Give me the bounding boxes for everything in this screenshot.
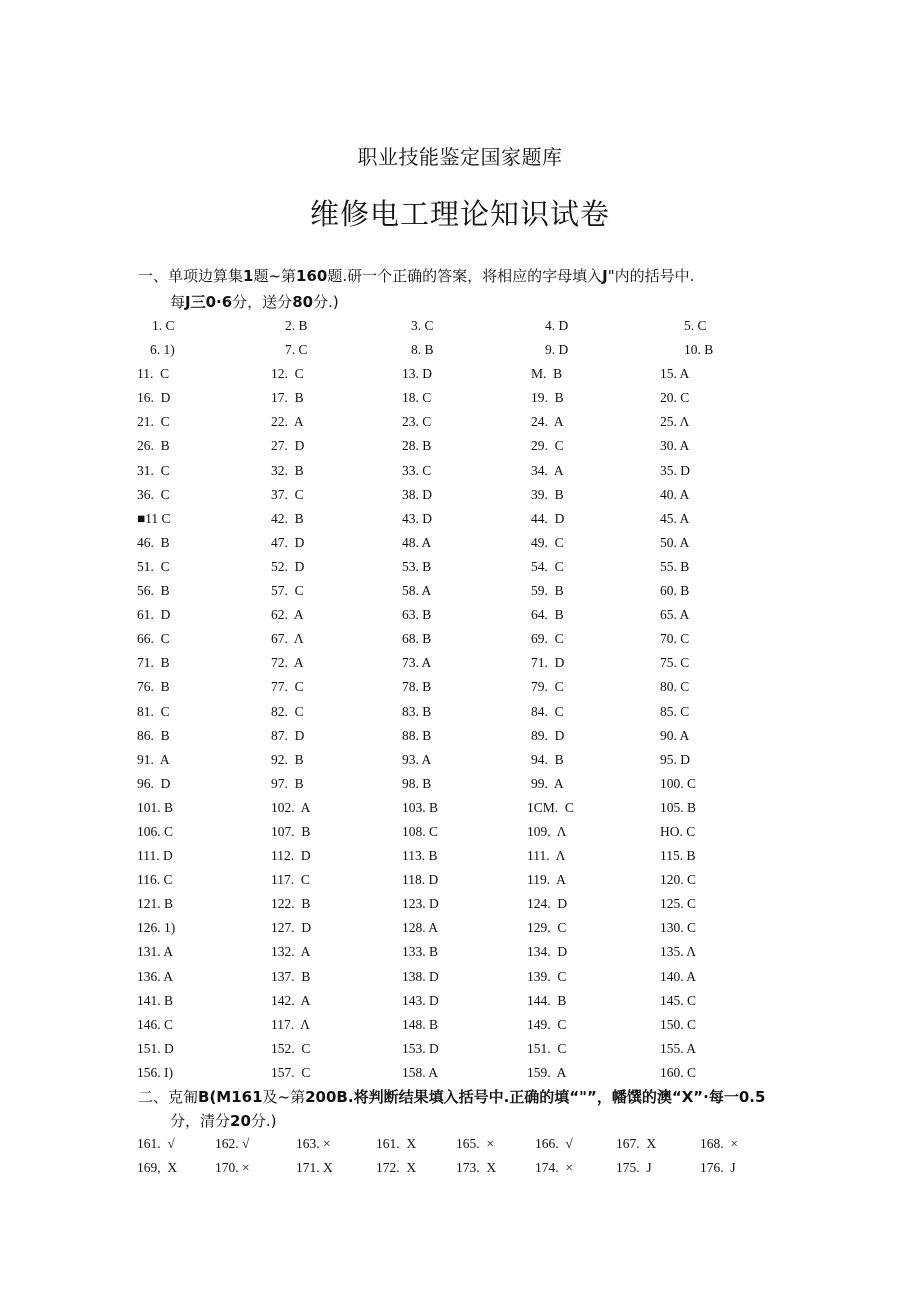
- answer-cell: 54. C: [531, 558, 564, 574]
- answer-cell: 22. A: [271, 414, 304, 430]
- text-seg: 题.研一个正确的答案，将相应的字母填入: [327, 267, 603, 285]
- answer-cell: 30. A: [660, 438, 690, 454]
- answer-cell: 83. B: [402, 703, 432, 719]
- answer-cell: 86. B: [137, 727, 170, 743]
- answer-row: [0, 1039, 920, 1063]
- answer-cell: 27. D: [271, 438, 305, 454]
- answer-row: [0, 991, 920, 1015]
- answer-cell: 134. D: [527, 944, 568, 960]
- answer-cell: 158. A: [402, 1064, 439, 1080]
- text-seg: 200B: [305, 1088, 348, 1106]
- answer-cell: 8. B: [411, 342, 434, 358]
- answer-cell: 111. Λ: [527, 848, 566, 864]
- answer-row: [0, 605, 920, 629]
- answer-cell: 63. B: [402, 607, 432, 623]
- answer-cell: 135. Λ: [660, 944, 697, 960]
- answer-cell: 100. C: [660, 775, 697, 791]
- answer-cell: M. B: [531, 366, 563, 382]
- text-seg: B(M161: [198, 1088, 263, 1106]
- exam-bank-subtitle: 职业技能鉴定国家题库: [357, 145, 563, 169]
- answer-cell: 36. C: [137, 486, 170, 502]
- answer-row: [0, 750, 920, 774]
- section1-instructions-line1: [138, 265, 694, 286]
- answer-cell: 148. B: [402, 1016, 439, 1032]
- tf-answer-cell: 167. X: [616, 1136, 657, 1151]
- answer-row: [0, 436, 920, 460]
- answer-cell: 33. C: [402, 462, 432, 478]
- tf-answer-cell: 161. X: [376, 1136, 417, 1151]
- tf-answer-row: [0, 1158, 920, 1182]
- answer-cell: 60. B: [660, 583, 690, 599]
- answer-cell: 52. D: [271, 558, 305, 574]
- answer-cell: 93. A: [402, 751, 432, 767]
- answer-cell: 95. D: [660, 751, 690, 767]
- answer-row: [0, 653, 920, 677]
- tf-answer-cell: 173. X: [456, 1160, 497, 1175]
- answer-cell: 76. B: [137, 679, 170, 695]
- answer-row: [0, 461, 920, 485]
- answer-cell: 39. B: [531, 486, 564, 502]
- answer-cell: 111. D: [137, 848, 173, 864]
- section2-instructions-line2: [170, 1110, 277, 1131]
- answer-cell: 141. B: [137, 992, 174, 1008]
- answer-row: [0, 894, 920, 918]
- answer-row: [0, 918, 920, 942]
- answer-cell: 143. D: [402, 992, 439, 1008]
- answer-cell: 125. C: [660, 896, 697, 912]
- answer-cell: 151. D: [137, 1040, 174, 1056]
- answer-cell: 61. D: [137, 607, 171, 623]
- text-seg: 分.): [313, 293, 339, 311]
- text-seg: J: [602, 267, 608, 285]
- tf-answer-cell: 169, X: [137, 1160, 178, 1175]
- answer-row: [0, 942, 920, 966]
- answer-cell: 105. B: [660, 799, 697, 815]
- answer-cell: 109. Λ: [527, 823, 567, 839]
- text-seg: 20: [230, 1112, 251, 1130]
- answer-cell: 145. C: [660, 992, 697, 1008]
- text-seg: "内的括号中.: [607, 267, 695, 285]
- answer-row: [0, 509, 920, 533]
- answer-cell: 46. B: [137, 534, 170, 550]
- answer-row: [0, 316, 920, 340]
- tf-answer-row: [0, 1134, 920, 1158]
- answer-cell: 112. D: [271, 848, 311, 864]
- answer-cell: 128. A: [402, 920, 439, 936]
- answer-cell: 43. D: [402, 510, 432, 526]
- answer-cell: 151. C: [527, 1040, 567, 1056]
- answer-cell: 4. D: [545, 318, 569, 333]
- answer-cell: 37. C: [271, 486, 304, 502]
- answer-cell: 113. B: [402, 848, 438, 864]
- answer-cell: 29. C: [531, 438, 564, 454]
- answer-cell: 69. C: [531, 631, 564, 647]
- answer-cell: 56. B: [137, 583, 170, 599]
- answer-cell: 84. C: [531, 703, 564, 719]
- answer-cell: 133. B: [402, 944, 439, 960]
- tf-answer-cell: 172. X: [376, 1160, 417, 1175]
- answer-row: [0, 822, 920, 846]
- text-seg: 一、单项边算集: [138, 267, 244, 285]
- answer-cell: 17. B: [271, 390, 304, 406]
- answer-cell: 35. D: [660, 462, 690, 478]
- tf-answer-cell: 163. ×: [296, 1136, 331, 1151]
- answer-cell: 159. A: [527, 1064, 567, 1080]
- answer-cell: 81. C: [137, 703, 170, 719]
- answer-cell: 19. B: [531, 390, 564, 406]
- answer-cell: 12. C: [271, 366, 304, 382]
- answer-cell: 66. C: [137, 631, 170, 647]
- answer-cell: 5. C: [684, 318, 707, 333]
- answer-cell: 11. C: [137, 366, 170, 382]
- answer-row: [0, 485, 920, 509]
- answer-cell: 124. D: [527, 896, 568, 912]
- answer-cell: 78. B: [402, 679, 432, 695]
- answer-cell: 68. B: [402, 631, 432, 647]
- answer-row: [0, 388, 920, 412]
- answer-cell: 45. A: [660, 510, 690, 526]
- answer-cell: 123. D: [402, 896, 439, 912]
- answer-cell: 142. A: [271, 992, 311, 1008]
- answer-cell: 118. D: [402, 872, 439, 888]
- tf-answer-cell: 171. X: [296, 1160, 333, 1175]
- answer-cell: 106. C: [137, 823, 174, 839]
- answer-row: [0, 870, 920, 894]
- answer-cell: 91. A: [137, 751, 170, 767]
- text-seg: 分.): [250, 1112, 277, 1130]
- answer-row: [0, 846, 920, 870]
- answer-cell: 87. D: [271, 727, 305, 743]
- answer-row: [0, 677, 920, 701]
- answer-cell: 58. A: [402, 583, 432, 599]
- answer-cell: 67. Λ: [271, 631, 304, 647]
- answer-cell: 70. C: [660, 631, 690, 647]
- answer-cell: 146. C: [137, 1016, 174, 1032]
- answer-cell: 24. A: [531, 414, 564, 430]
- single-choice-answer-grid: [0, 316, 920, 1087]
- answer-cell: 77. C: [271, 679, 304, 695]
- text-seg: X: [681, 1088, 694, 1106]
- answer-cell: 156. I): [137, 1064, 173, 1080]
- answer-row: [0, 364, 920, 388]
- answer-cell: 94. B: [531, 751, 564, 767]
- exam-title: 维修电工理论知识试卷: [309, 197, 610, 231]
- answer-cell: 59. B: [531, 583, 564, 599]
- answer-cell: 103. B: [402, 799, 439, 815]
- answer-cell: ■11 C: [137, 510, 171, 526]
- answer-cell: 65. A: [660, 607, 690, 623]
- answer-cell: 92. B: [271, 751, 304, 767]
- answer-cell: 119. A: [527, 872, 566, 888]
- tf-answer-cell: 174. ×: [535, 1160, 573, 1175]
- answer-cell: 13. D: [402, 366, 432, 382]
- answer-cell: 116. C: [137, 872, 173, 888]
- answer-cell: 40. A: [660, 486, 690, 502]
- answer-cell: 85. C: [660, 703, 690, 719]
- answer-cell: 136. A: [137, 968, 174, 984]
- text-seg: 二、克匍: [138, 1088, 199, 1106]
- answer-cell: 51. C: [137, 558, 170, 574]
- text-seg: ”，幡馔的澳“: [586, 1088, 682, 1106]
- text-seg: 1: [243, 267, 254, 285]
- answer-cell: 157. C: [271, 1064, 311, 1080]
- tf-answer-cell: 175. J: [616, 1160, 652, 1175]
- answer-row: [0, 412, 920, 436]
- answer-row: [0, 702, 920, 726]
- answer-cell: 32. B: [271, 462, 304, 478]
- answer-row: [0, 798, 920, 822]
- text-seg: J三0·6: [185, 293, 233, 311]
- answer-cell: 7. C: [285, 342, 308, 358]
- answer-cell: 34. A: [531, 462, 564, 478]
- text-seg: 分，清分: [170, 1112, 231, 1130]
- answer-cell: 2. B: [285, 318, 308, 333]
- answer-cell: 31. C: [137, 462, 170, 478]
- answer-cell: 130. C: [660, 920, 697, 936]
- answer-row: [0, 1015, 920, 1039]
- answer-cell: 42. B: [271, 510, 304, 526]
- text-seg: 每: [170, 293, 186, 311]
- answer-cell: 129. C: [527, 920, 567, 936]
- answer-cell: 9. D: [545, 342, 569, 358]
- answer-row: [0, 533, 920, 557]
- answer-cell: 101. B: [137, 799, 174, 815]
- answer-row: [0, 629, 920, 653]
- answer-cell: 140. A: [660, 968, 697, 984]
- text-seg: 分，送分: [232, 293, 293, 311]
- answer-cell: 55. B: [660, 558, 690, 574]
- answer-cell: 96. D: [137, 775, 171, 791]
- answer-cell: 57. C: [271, 583, 304, 599]
- answer-cell: 21. C: [137, 414, 170, 430]
- tf-answer-cell: 165. ×: [456, 1136, 494, 1151]
- answer-cell: 10. B: [684, 342, 714, 358]
- text-seg: ”·每一: [693, 1088, 739, 1106]
- answer-cell: HO. C: [660, 823, 696, 839]
- answer-cell: 49. C: [531, 534, 564, 550]
- text-seg: .将判断结果填入括号中.正确的填“: [347, 1088, 580, 1106]
- answer-row: [0, 581, 920, 605]
- answer-cell: 50. A: [660, 534, 690, 550]
- answer-cell: 75. C: [660, 655, 690, 671]
- text-seg: 160: [296, 267, 328, 285]
- answer-cell: 139. C: [527, 968, 567, 984]
- answer-cell: 150. C: [660, 1016, 697, 1032]
- answer-cell: 25. Λ: [660, 414, 690, 430]
- answer-cell: 107. B: [271, 823, 311, 839]
- section2-instructions-line1: [138, 1086, 765, 1107]
- answer-cell: 149. C: [527, 1016, 567, 1032]
- text-seg: ": [579, 1088, 587, 1106]
- answer-row: [0, 726, 920, 750]
- answer-cell: 115. B: [660, 848, 696, 864]
- answer-cell: 89. D: [531, 727, 565, 743]
- answer-cell: 6. 1): [150, 342, 175, 358]
- answer-cell: 80. C: [660, 679, 690, 695]
- answer-cell: 28. B: [402, 438, 432, 454]
- answer-cell: 18. C: [402, 390, 432, 406]
- text-seg: 80: [292, 293, 314, 311]
- true-false-answer-grid: [0, 1134, 920, 1182]
- answer-cell: 79. C: [531, 679, 564, 695]
- answer-cell: 126. 1): [137, 920, 176, 936]
- answer-cell: 121. B: [137, 896, 174, 912]
- answer-cell: 120. C: [660, 872, 697, 888]
- answer-cell: 98. B: [402, 775, 432, 791]
- answer-cell: 47. D: [271, 534, 305, 550]
- answer-cell: 23. C: [402, 414, 432, 430]
- text-seg: 0.5: [738, 1088, 766, 1106]
- answer-cell: 1. C: [152, 318, 175, 333]
- answer-cell: 144. B: [527, 992, 567, 1008]
- answer-cell: 127. D: [271, 920, 312, 936]
- answer-cell: 152. C: [271, 1040, 311, 1056]
- answer-cell: 62. A: [271, 607, 304, 623]
- answer-cell: 48. A: [402, 534, 432, 550]
- answer-cell: 138. D: [402, 968, 439, 984]
- answer-cell: 117. Λ: [271, 1016, 310, 1032]
- answer-cell: 132. A: [271, 944, 311, 960]
- answer-cell: 64. B: [531, 607, 564, 623]
- text-seg: 及~第: [262, 1088, 306, 1106]
- answer-cell: 160. C: [660, 1064, 697, 1080]
- answer-row: [0, 557, 920, 581]
- tf-answer-cell: 170. ×: [215, 1160, 250, 1175]
- answer-cell: 108. C: [402, 823, 439, 839]
- answer-cell: 90. A: [660, 727, 690, 743]
- tf-answer-cell: 162. √: [215, 1136, 250, 1151]
- answer-cell: 88. B: [402, 727, 432, 743]
- answer-cell: 15. A: [660, 366, 690, 382]
- tf-answer-cell: 168. ×: [700, 1136, 738, 1151]
- answer-cell: 3. C: [411, 318, 434, 333]
- answer-cell: 117. C: [271, 872, 310, 888]
- answer-cell: 155. A: [660, 1040, 697, 1056]
- answer-cell: 71. B: [137, 655, 170, 671]
- tf-answer-cell: 166. √: [535, 1136, 573, 1151]
- answer-cell: 71. D: [531, 655, 565, 671]
- answer-cell: 73. A: [402, 655, 432, 671]
- answer-cell: 1CM. C: [527, 799, 574, 815]
- tf-answer-cell: 176. J: [700, 1160, 736, 1175]
- answer-cell: 72. A: [271, 655, 304, 671]
- answer-cell: 102. A: [271, 799, 311, 815]
- answer-row: [0, 340, 920, 364]
- answer-cell: 20. C: [660, 390, 690, 406]
- answer-cell: 137. B: [271, 968, 311, 984]
- answer-row: [0, 967, 920, 991]
- answer-cell: 99. A: [531, 775, 564, 791]
- answer-cell: 122. B: [271, 896, 311, 912]
- tf-answer-cell: 161. √: [137, 1136, 175, 1151]
- answer-cell: 38. D: [402, 486, 432, 502]
- answer-cell: 44. D: [531, 510, 565, 526]
- answer-cell: 53. B: [402, 558, 432, 574]
- answer-cell: 97. B: [271, 775, 304, 791]
- section1-instructions-line2: [170, 291, 339, 312]
- answer-cell: 82. C: [271, 703, 304, 719]
- answer-cell: 153. D: [402, 1040, 439, 1056]
- answer-cell: 26. B: [137, 438, 170, 454]
- answer-row: [0, 774, 920, 798]
- text-seg: 题~第: [253, 267, 297, 285]
- answer-row: [0, 1063, 920, 1087]
- answer-cell: 131. A: [137, 944, 174, 960]
- answer-cell: 16. D: [137, 390, 171, 406]
